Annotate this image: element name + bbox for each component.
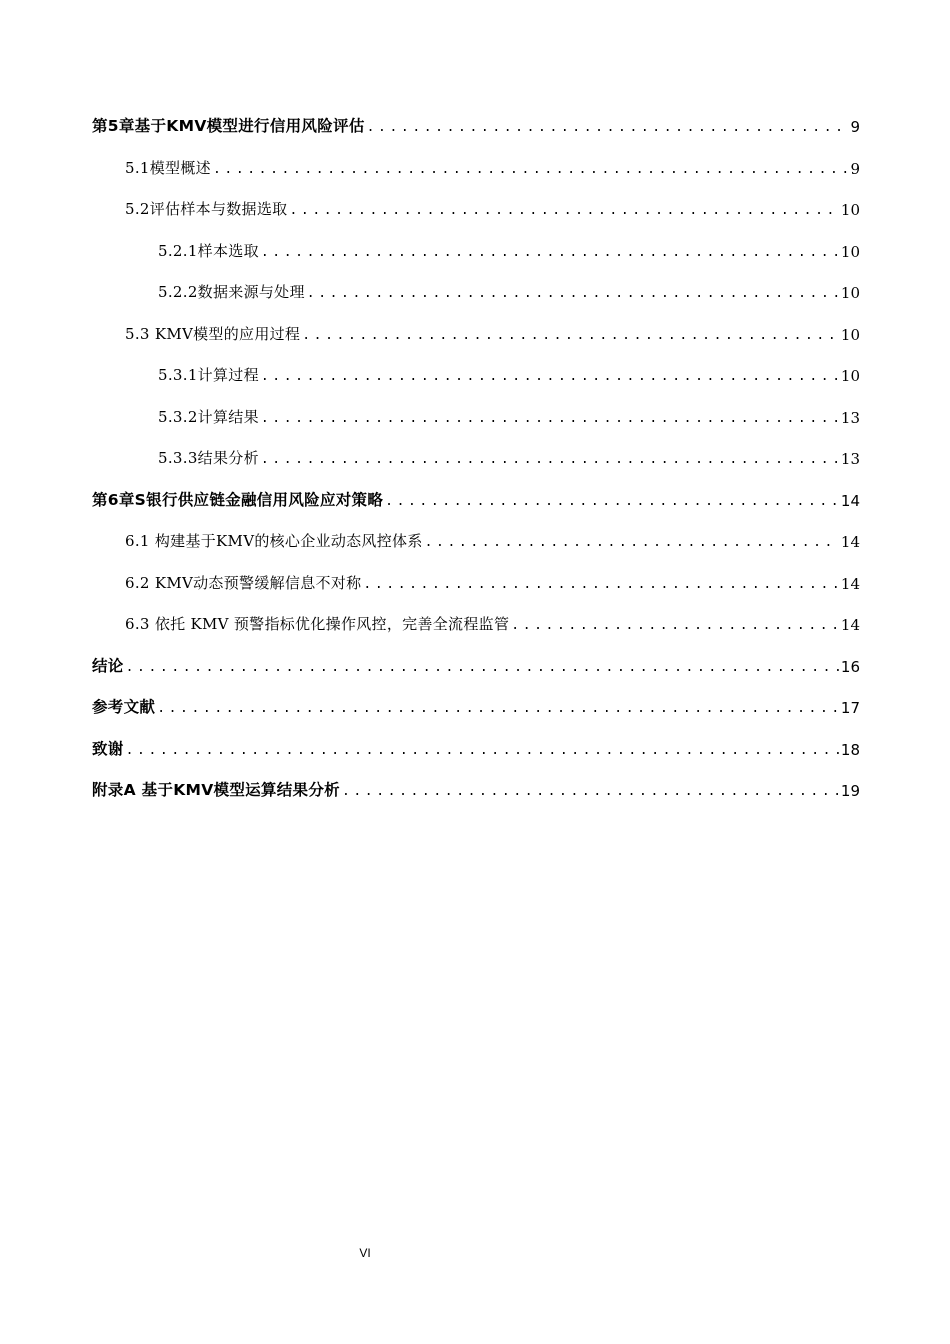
toc-entry-title: 第5章基于KMV模型进行信用风险评估 [92,117,365,135]
toc-entry-page: 16 [840,658,860,676]
toc-entry-5-2[interactable] [92,195,860,219]
toc-entry-page: 14 [840,575,860,593]
toc-entry-title: 5.3 KMV模型的应用过程 [125,325,301,343]
dot-leader [261,411,839,427]
dot-leader [302,328,839,344]
toc-entry-title: 5.3.1计算过程 [158,366,259,384]
toc-entry-page: 19 [840,782,860,800]
toc-entry-references[interactable] [92,693,860,717]
toc-entry-5-3[interactable] [92,320,860,344]
toc-entry-title: 6.1 构建基于KMV的核心企业动态风控体系 [125,532,423,550]
toc-entry-page: 14 [840,492,860,510]
dot-leader [126,660,839,676]
dot-leader [307,286,839,302]
dot-leader [261,245,839,261]
dot-leader [367,120,849,136]
toc-entry-title: 5.2.2数据来源与处理 [158,283,305,301]
toc-entry-page: 9 [850,118,860,136]
toc-entry-page: 13 [840,409,860,427]
toc-entry-5-3-3[interactable] [92,444,860,468]
dot-leader [385,494,839,510]
dot-leader [363,577,838,593]
dot-leader [425,535,839,551]
toc-entry-page: 14 [840,616,860,634]
toc-entry-title: 5.2.1样本选取 [158,242,259,260]
dot-leader [511,618,839,634]
dot-leader [342,784,839,800]
dot-leader [126,743,839,759]
dot-leader [157,701,839,717]
toc-entry-title: 6.2 KMV动态预警缓解信息不对称 [125,574,362,592]
toc-entry-6-3[interactable] [92,610,860,634]
toc-entry-appendix-a[interactable] [92,776,860,800]
toc-entry-title: 致谢 [92,740,124,758]
toc-entry-title: 6.3 依托 KMV 预警指标优化操作风控，完善全流程监管 [125,615,510,633]
toc-entry-conclusion[interactable] [92,652,860,676]
toc-entry-page: 14 [840,533,860,551]
toc-entry-page: 17 [840,699,860,717]
toc-entry-5-2-2[interactable] [92,278,860,302]
dot-leader [261,369,839,385]
toc-entry-5-3-1[interactable] [92,361,860,385]
toc-entry-page: 10 [840,201,860,219]
toc-entry-5-3-2[interactable] [92,403,860,427]
toc-entry-title: 5.3.2计算结果 [158,408,259,426]
toc-entry-page: 10 [840,243,860,261]
toc-entry-chapter-5[interactable] [92,112,860,136]
toc-entry-page: 9 [850,160,860,178]
toc-entry-page: 18 [840,741,860,759]
toc-entry-title: 5.3.3结果分析 [158,449,259,467]
toc-entry-title: 结论 [92,657,124,675]
toc-entry-5-1[interactable] [92,154,860,178]
toc-entry-title: 参考文献 [92,698,156,716]
toc-entry-title: 第6章S银行供应链金融信用风险应对策略 [92,491,384,509]
dot-leader [261,452,839,468]
dot-leader [289,203,838,219]
toc-entry-page: 10 [840,367,860,385]
toc-entry-6-2[interactable] [92,569,860,593]
toc-entry-page: 10 [840,284,860,302]
page-number-footer: VI [359,1246,371,1260]
toc-entry-page: 10 [840,326,860,344]
toc-entry-title: 5.1模型概述 [125,159,211,177]
toc-entry-5-2-1[interactable] [92,237,860,261]
toc-entry-title: 5.2评估样本与数据选取 [125,200,288,218]
toc-entry-page: 13 [840,450,860,468]
dot-leader [213,162,848,178]
toc-entry-acknowledgements[interactable] [92,735,860,759]
toc-entry-chapter-6[interactable] [92,486,860,510]
toc-entry-6-1[interactable] [92,527,860,551]
toc-entry-title: 附录A 基于KMV模型运算结果分析 [92,781,340,799]
